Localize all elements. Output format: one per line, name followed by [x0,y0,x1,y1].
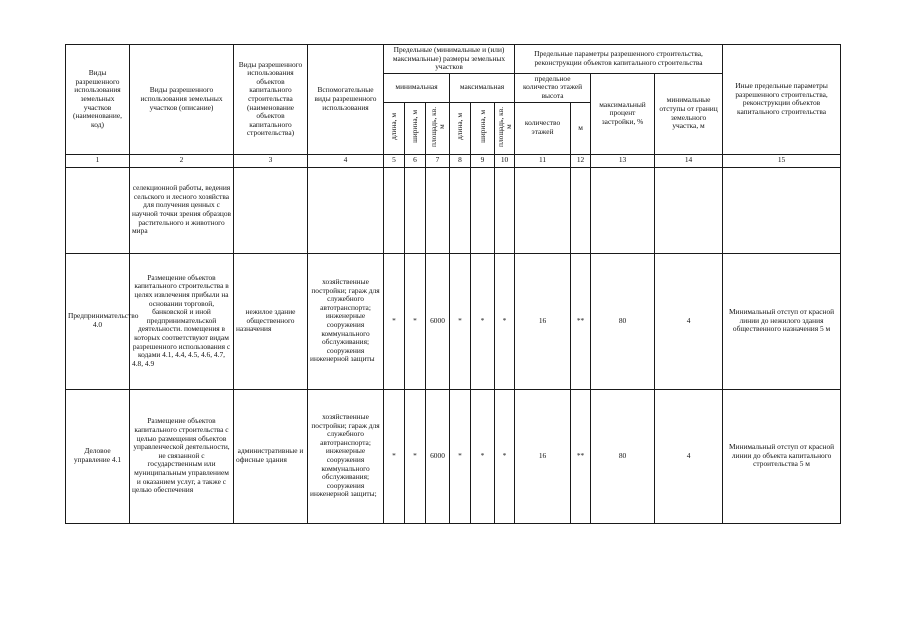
column-number-row [66,154,841,167]
row-objects: административные и офисные здания [234,389,308,523]
row-code: Деловое управление 4.1 [66,389,130,523]
header-row-1 [66,45,841,74]
row-code: Предпринимательство 4.0 [66,253,130,389]
row-min-area: 6000 [426,253,450,389]
row-setback: 4 [655,253,723,389]
row-min-length [384,167,405,253]
row-percent: 80 [591,253,655,389]
row-max-length: * [450,389,471,523]
column-number: 8 [450,154,471,167]
column-number: 4 [308,154,384,167]
column-number: 2 [130,154,234,167]
header-col-1: Виды разрешенного использования земельных участков (наименование, код) [66,45,130,155]
row-auxiliary: хозяйственные постройки; гараж для служебного автотранспорта; инженерные сооружения коммунального обслуживания; сооружения инженерной защиты; [308,389,384,523]
header-maximum: максимальная [450,73,515,102]
header-max-length: длина, м [450,102,471,154]
column-number: 1 [66,154,130,167]
column-number: 15 [723,154,841,167]
row-height [571,167,591,253]
row-min-area [426,167,450,253]
header-min-width: ширина, м [405,102,426,154]
row-floors: 16 [515,253,571,389]
row-objects: нежилое здание общественного назначения [234,253,308,389]
row-other: Минимальный отступ от красной линии до нежилого здания общественного назначения 5 м [723,253,841,389]
header-meters: м [571,102,591,154]
column-number: 5 [384,154,405,167]
header-floors-count: количество этажей [515,102,571,154]
row-max-width [471,167,495,253]
column-number: 13 [591,154,655,167]
row-height: ** [571,253,591,389]
column-number: 12 [571,154,591,167]
row-max-width: * [471,389,495,523]
column-number: 10 [495,154,515,167]
row-setback [655,167,723,253]
row-other [723,167,841,253]
row-min-width [405,167,426,253]
column-number: 11 [515,154,571,167]
table-row [66,389,841,523]
row-description: селекционной работы, ведения сельского и лесного хозяйства для получения ценных с научной точки зрения образцов растительного и животного мира [130,167,234,253]
row-auxiliary: хозяйственные постройки; гараж для служебного автотранспорта; инженерные сооружения коммунального обслуживания; сооружения инженерной защиты [308,253,384,389]
header-build-params: Предельные параметры разрешенного строительства, реконструкции объектов капитального строительства [515,45,723,74]
header-max-width: ширина, м [471,102,495,154]
header-col-2: Виды разрешенного использования земельных участков (описание) [130,45,234,155]
header-floors-height: предельное количество этажей высота [515,73,591,102]
row-percent: 80 [591,389,655,523]
row-floors: 16 [515,389,571,523]
header-plot-sizes: Предельные (минимальные и (или) максимальные) размеры земельных участков [384,45,515,74]
header-min-length: длина, м [384,102,405,154]
row-max-length: * [450,253,471,389]
header-col-15: Иные предельные параметры разрешенного строительства, реконструкции объектов капитального строительства [723,45,841,155]
permitted-use-table [65,44,841,524]
row-height: ** [571,389,591,523]
row-max-area: * [495,389,515,523]
column-number: 9 [471,154,495,167]
header-min-setback: минимальные отступы от границ земельного участка, м [655,73,723,154]
row-floors [515,167,571,253]
row-min-length: * [384,389,405,523]
row-description: Размещение объектов капитального строительства в целях извлечения прибыли на основании торговой, банковской и иной предпринимательской деятельности. помещения в которых соответствуют видам разрешенного использования с кодами 4.1, 4.4, 4.5, 4.6, 4.7, 4.8, 4.9 [130,253,234,389]
row-percent [591,167,655,253]
row-min-width: * [405,389,426,523]
row-max-length [450,167,471,253]
header-min-area: площадь, кв. м [426,102,450,154]
row-description: Размещение объектов капитального строительства с целью размещения объектов управленческой деятельности, не связанной с государственным или муниципальным управлением и оказанием услуг, а также с целью обеспечения [130,389,234,523]
column-number: 6 [405,154,426,167]
header-col-3: Виды разрешенного использования объектов капитального строительства (наименование объектов капитального строительства) [234,45,308,155]
column-number: 7 [426,154,450,167]
column-number: 14 [655,154,723,167]
row-max-area [495,167,515,253]
column-number: 3 [234,154,308,167]
row-objects [234,167,308,253]
row-setback: 4 [655,389,723,523]
header-max-area: площадь, кв. м [495,102,515,154]
row-min-width: * [405,253,426,389]
header-max-percent: максимальный процент застройки, % [591,73,655,154]
table-row [66,253,841,389]
header-col-4: Вспомогательные виды разрешенного использования [308,45,384,155]
header-minimum: минимальная [384,73,450,102]
row-min-area: 6000 [426,389,450,523]
row-code [66,167,130,253]
row-auxiliary [308,167,384,253]
row-other: Минимальный отступ от красной линии до объекта капитального строительства 5 м [723,389,841,523]
row-max-width: * [471,253,495,389]
row-max-area: * [495,253,515,389]
row-min-length: * [384,253,405,389]
table-row [66,167,841,253]
